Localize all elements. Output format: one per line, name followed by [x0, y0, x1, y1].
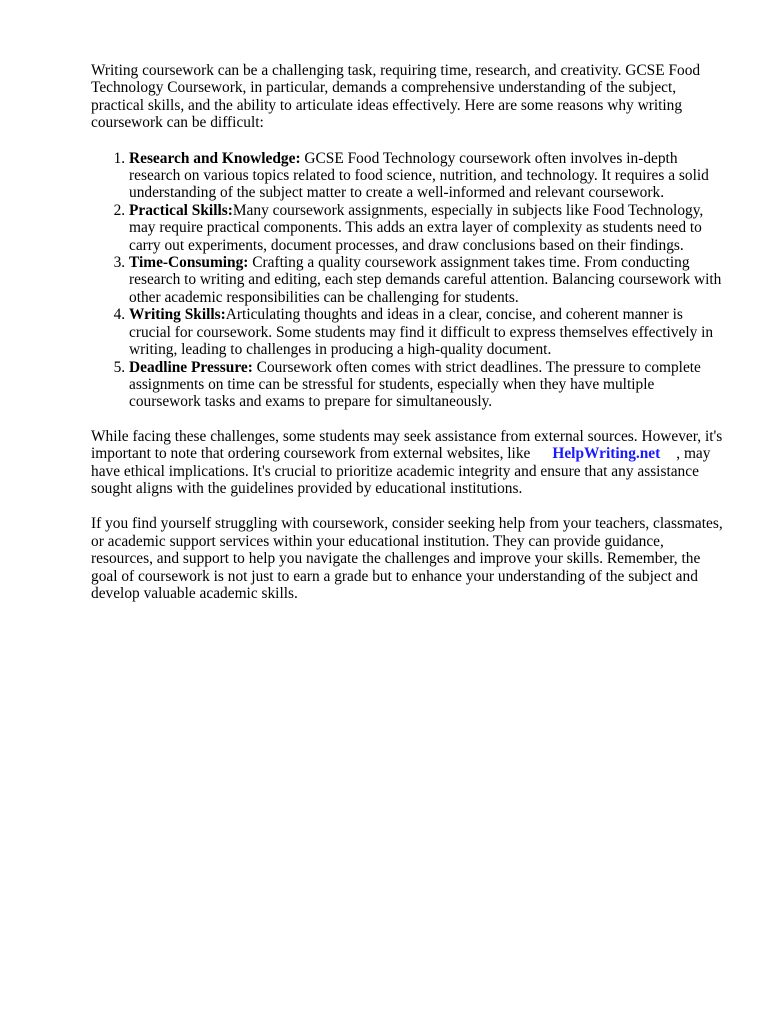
- list-item-practical: [129, 202, 723, 254]
- list-item-text: Crafting a quality coursework assignment takes time. From conducting research to writing and editing, each step demands careful attention. Balancing coursework with other academic responsibilities can be challenging for students.: [129, 254, 722, 306]
- list-item-term: Practical Skills:: [129, 201, 233, 219]
- list-item-text: Many coursework assignments, especially in subjects like Food Technology, may require practical components. This adds an extra layer of complexity as students need to carry out experiments, document processes, and draw conclusions based on their findings.: [129, 201, 704, 254]
- list-item-research: [129, 150, 723, 202]
- reasons-list: [91, 150, 723, 411]
- list-item-deadline: [129, 359, 723, 411]
- intro-paragraph: Writing coursework can be a challenging task, requiring time, research, and creativity. GCSE Food Technology Coursework, in particular, demands a comprehensive understanding of the subject, practical skills, and the ability to articulate ideas effectively. Here are some reasons why writing coursework can be difficult:: [91, 62, 701, 132]
- list-item-text: GCSE Food Technology coursework often involves in-depth research on various topics related to food science, nutrition, and technology. It requires a solid understanding of the subject matter to create a well-informed and relevant coursework.: [129, 149, 709, 202]
- list-item-term: Research and Knowledge:: [129, 149, 301, 167]
- list-item-writing: [129, 306, 723, 358]
- list-item-term: Writing Skills:: [129, 306, 226, 324]
- list-item-term: Deadline Pressure:: [129, 358, 253, 376]
- list-item-term: Time-Consuming:: [129, 254, 249, 272]
- advice-paragraph: If you find yourself struggling with coursework, consider seeking help from your teachers, classmates, or academic support services within your educational institution. They can provide guidance, resources, and support to help you navigate the challenges and improve your skills. Remember, the goal of coursework is not just to earn a grade but to enhance your understanding of the subject and develop valuable academic skills.: [91, 515, 723, 602]
- list-item-time: [129, 254, 723, 306]
- document-page: [91, 62, 723, 602]
- list-item-text: Coursework often comes with strict deadlines. The pressure to complete assignments on time can be stressful for students, especially when they have multiple coursework tasks and exams to prepare for simultaneously.: [129, 358, 701, 411]
- external-help-text-before: While facing these challenges, some students may seek assistance from external sources. However, it's important to note that ordering coursework from external websites, like: [91, 427, 723, 463]
- external-help-text-after: , may have ethical implications. It's crucial to prioritize academic integrity and ensure that any assistance sought aligns with the guidelines provided by educational institutions.: [91, 445, 711, 497]
- list-item-text: Articulating thoughts and ideas in a clear, concise, and coherent manner is crucial for coursework. Some students may find it difficult to express themselves effectively in writing, leading to challenges in producing a high-quality document.: [129, 306, 714, 359]
- helpwriting-link[interactable]: HelpWriting.net: [552, 445, 661, 463]
- external-help-paragraph: [91, 428, 723, 498]
